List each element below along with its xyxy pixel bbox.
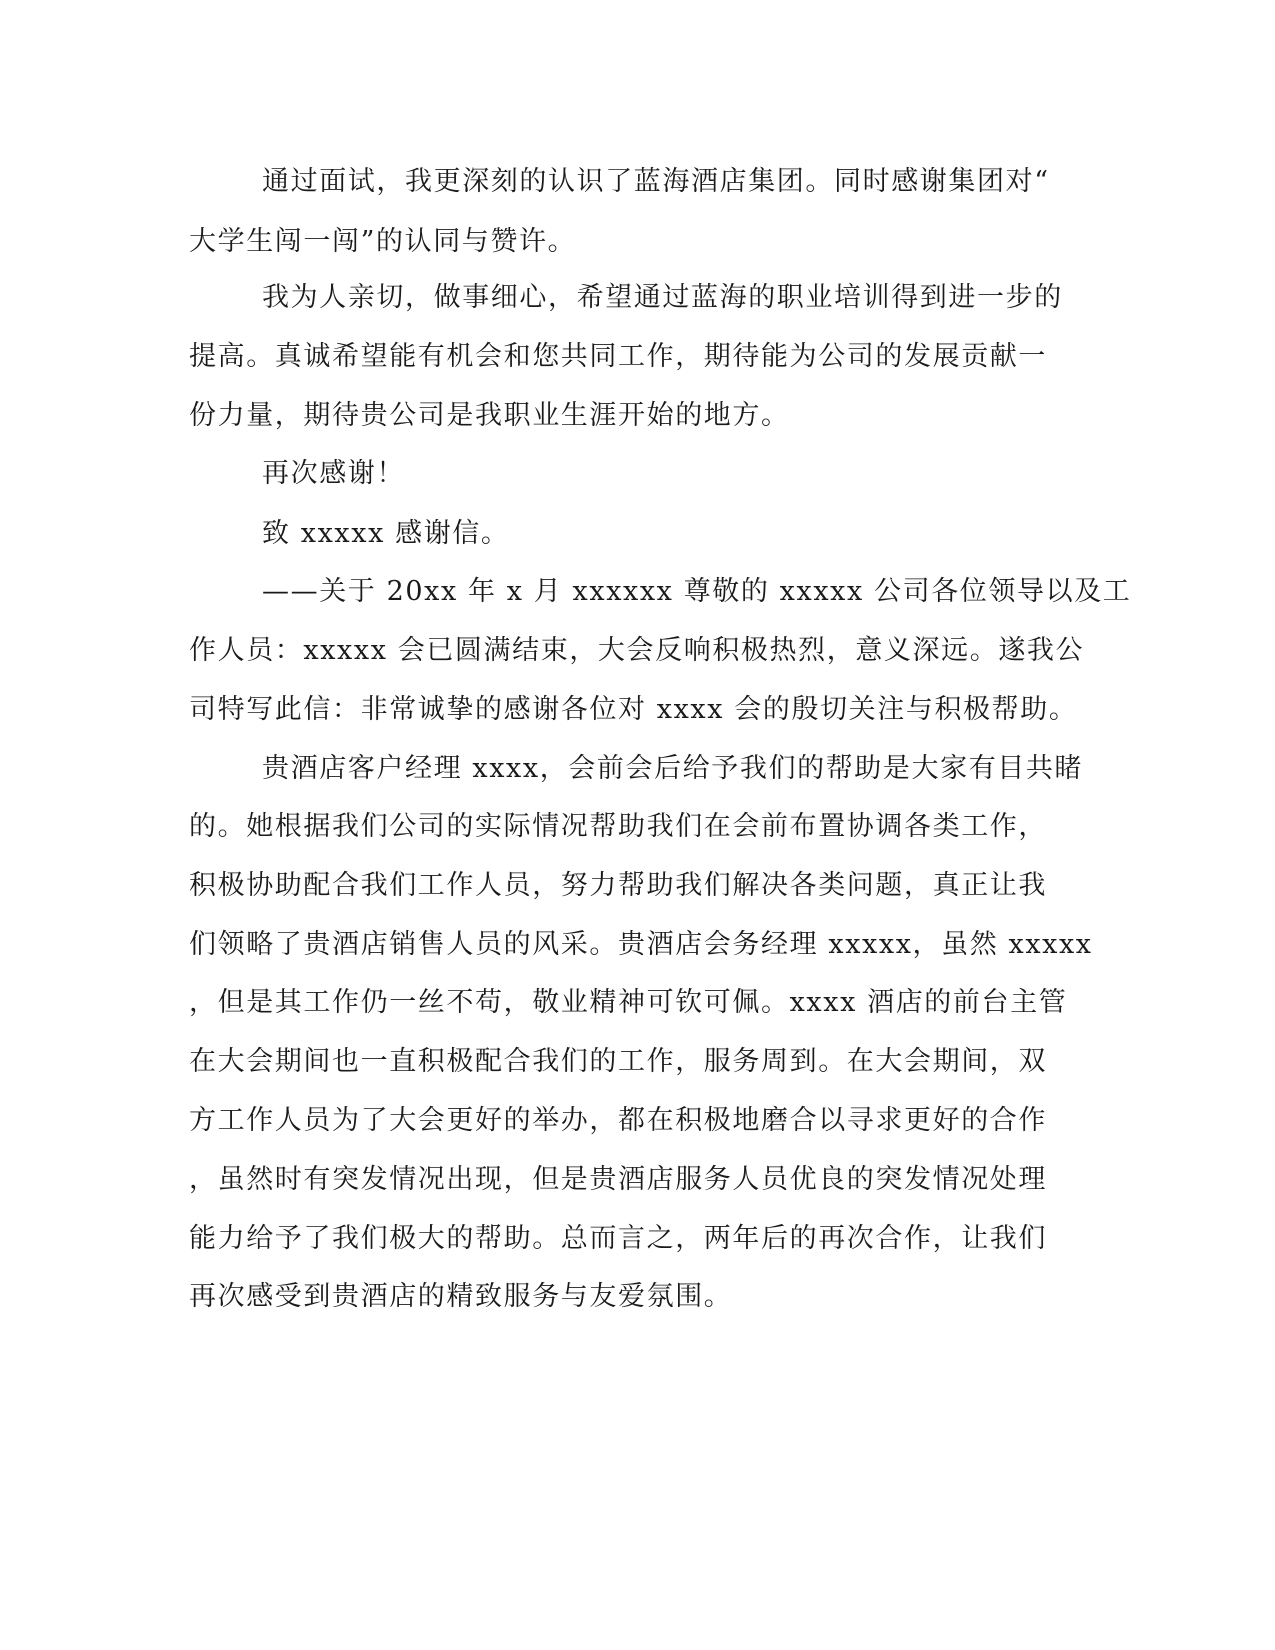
text-line: 大学生闯一闯”的认同与赞许。 <box>189 226 577 257</box>
text-line: 的。她根据我们公司的实际情况帮助我们在会前布置协调各类工作， <box>189 811 1047 842</box>
text-line: 再次感受到贵酒店的精致服务与友爱氛围。 <box>189 1281 733 1312</box>
text-line: 提高。真诚希望能有机会和您共同工作，期待能为公司的发展贡献一 <box>189 341 1047 372</box>
text-line: 们领略了贵酒店销售人员的风采。贵酒店会务经理 xxxxx，虽然 xxxxx <box>189 929 1093 960</box>
text-line: 能力给予了我们极大的帮助。总而言之，两年后的再次合作，让我们 <box>189 1223 1047 1254</box>
text-line: 作人员：xxxxx 会已圆满结束，大会反响积极热烈，意义深远。遂我公 <box>189 635 1085 666</box>
text-line: 我为人亲切，做事细心，希望通过蓝海的职业培训得到进一步的 <box>262 282 1063 313</box>
text-line: 司特写此信：非常诚挚的感谢各位对 xxxx 会的殷切关注与积极帮助。 <box>189 694 1078 725</box>
text-line: 方工作人员为了大会更好的举办，都在积极地磨合以寻求更好的合作 <box>189 1105 1047 1136</box>
text-line: 通过面试，我更深刻的认识了蓝海酒店集团。同时感谢集团对“ <box>262 166 1050 197</box>
text-line: 致 xxxxx 感谢信。 <box>262 518 510 549</box>
text-line: 在大会期间也一直积极配合我们的工作，服务周到。在大会期间，双 <box>189 1046 1047 1077</box>
text-line: ——关于 20xx 年 x 月 xxxxxx 尊敬的 xxxxx 公司各位领导以及工 <box>262 576 1132 607</box>
text-line: ，虽然时有突发情况出现，但是贵酒店服务人员优良的突发情况处理 <box>189 1164 1047 1195</box>
text-line: ，但是其工作仍一丝不苟，敬业精神可钦可佩。xxxx 酒店的前台主管 <box>189 987 1068 1018</box>
text-line: 积极协助配合我们工作人员，努力帮助我们解决各类问题，真正让我 <box>189 870 1047 901</box>
text-line: 再次感谢！ <box>262 458 405 489</box>
text-line: 贵酒店客户经理 xxxx，会前会后给予我们的帮助是大家有目共睹 <box>262 753 1084 784</box>
text-line: 份力量，期待贵公司是我职业生涯开始的地方。 <box>189 400 790 431</box>
